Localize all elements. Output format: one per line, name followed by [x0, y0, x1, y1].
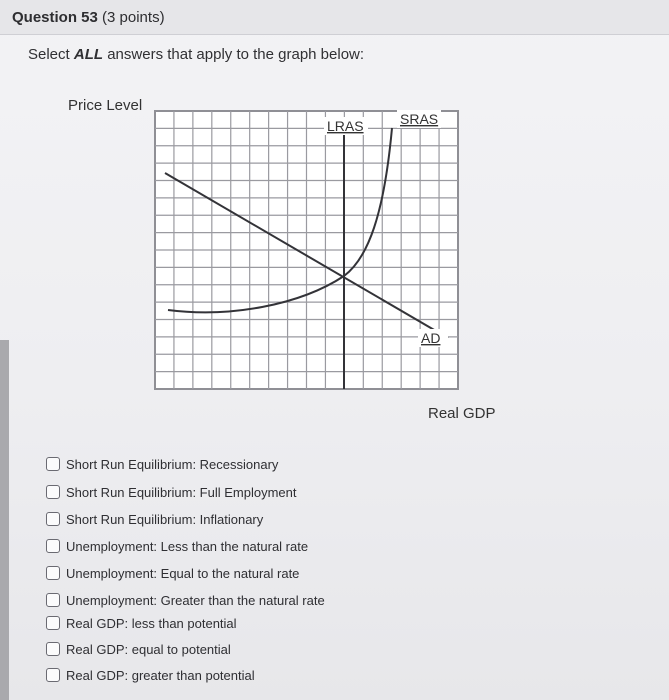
lras-label: LRAS: [327, 118, 364, 134]
answer-option[interactable]: [46, 613, 237, 633]
question-number: Question 53: [12, 9, 98, 26]
option-label: Short Run Equilibrium: Full Employment: [66, 484, 297, 500]
answer-option[interactable]: [46, 454, 278, 474]
instruction-suffix: answers that apply to the graph below:: [107, 46, 365, 63]
option-label: Real GDP: less than potential: [66, 615, 237, 631]
option-label: Real GDP: greater than potential: [66, 667, 255, 683]
option-checkbox[interactable]: [46, 616, 60, 630]
option-checkbox[interactable]: [46, 566, 60, 580]
option-label: Unemployment: Greater than the natural rate: [66, 592, 325, 608]
option-checkbox[interactable]: [46, 539, 60, 553]
option-checkbox[interactable]: [46, 642, 60, 656]
answer-option[interactable]: [46, 509, 263, 529]
option-label: Real GDP: equal to potential: [66, 641, 231, 657]
question-points: (3 points): [102, 9, 165, 26]
y-axis-label: Price Level: [68, 97, 143, 114]
option-label: Unemployment: Less than the natural rate: [66, 538, 309, 554]
answer-option[interactable]: [46, 563, 299, 583]
option-checkbox[interactable]: [46, 668, 60, 682]
option-label: Short Run Equilibrium: Recessionary: [66, 456, 279, 472]
answer-option[interactable]: [46, 482, 296, 502]
option-label: Unemployment: Equal to the natural rate: [66, 565, 300, 581]
answer-option[interactable]: [46, 536, 308, 556]
option-checkbox[interactable]: [46, 593, 60, 607]
sras-label: SRAS: [400, 111, 439, 127]
option-checkbox[interactable]: [46, 512, 60, 526]
instruction-prefix: Select: [28, 46, 70, 63]
answer-option[interactable]: [46, 590, 325, 610]
ad-label: AD: [421, 330, 441, 346]
option-checkbox[interactable]: [46, 485, 60, 499]
answer-option[interactable]: [46, 639, 231, 659]
answer-option[interactable]: [46, 665, 255, 685]
option-label: Short Run Equilibrium: Inflationary: [66, 511, 264, 527]
x-axis-label: Real GDP: [428, 405, 496, 422]
instruction-emphasis: ALL: [73, 46, 104, 63]
option-checkbox[interactable]: [46, 457, 60, 471]
